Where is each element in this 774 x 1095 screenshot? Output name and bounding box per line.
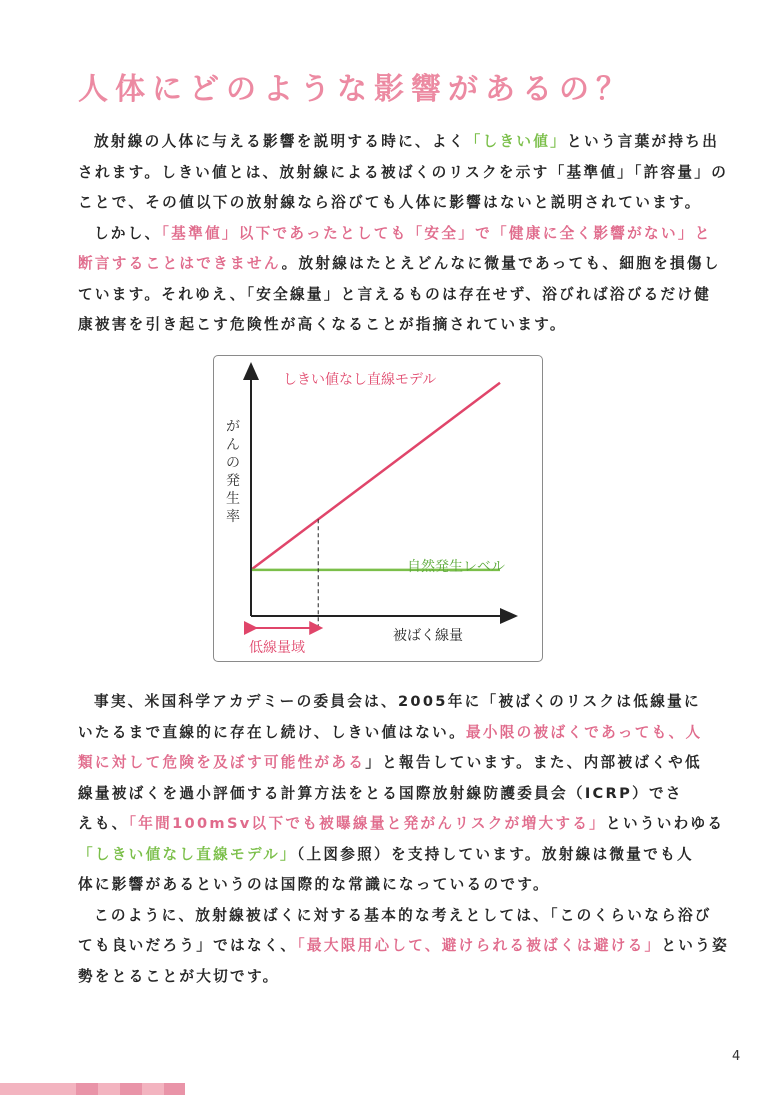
text-line: 勢をとることが大切です。 [78, 967, 280, 985]
footer-bar-segment [142, 1083, 164, 1095]
footer-bar-segment [76, 1083, 98, 1095]
text-span: しかし、 [94, 224, 162, 242]
text-span: （上図参照）を支持しています。放射線は微量でも人 [296, 845, 694, 863]
highlight-text: 「基準値」以下であったとしても「安全」で「健康に全く影響がない」と [161, 224, 712, 242]
highlight-text: 「最大限用心して、避けられる被ばくは避ける」 [297, 937, 662, 954]
text-line: されます。しきい値とは、放射線による被ばくのリスクを示す「基準値」「許容量」の [78, 163, 729, 181]
x-axis-label: 被ばく線量 [393, 628, 463, 644]
text-line: 体に影響があるというのは国際的な常識になっているのです。 [78, 876, 550, 893]
paragraph-findings [78, 687, 729, 992]
text-line [78, 809, 725, 840]
low-dose-label: 低線量域 [249, 640, 305, 656]
text-line: 線量被ばくを過小評価する計算方法をとる国際放射線防護委員会（ICRP）でさ [78, 784, 683, 802]
page-title: 人体にどのような影響があるの？ [78, 72, 633, 107]
highlight-text: 最小限の被ばくであっても、人 [465, 723, 703, 741]
text-line [78, 748, 718, 779]
lnt-series-line [251, 383, 500, 570]
y-axis-char: 率 [226, 509, 240, 525]
text-line: ことで、その値以下の放射線なら浴びても人体に影響はないと説明されています。 [78, 194, 702, 211]
text-span: 」と報告しています。また、内部被ばくや低 [365, 754, 702, 771]
text-line [78, 931, 729, 962]
footer-bar-segment [120, 1083, 142, 1095]
highlight-threshold: 「しきい値」 [465, 133, 568, 150]
highlight-text: 「年間100mSv以下でも被曝線量と発がんリスクが増大する」 [128, 815, 607, 832]
lnt-model-label: しきい値なし直線モデル [283, 372, 437, 388]
text-line: 康被害を引き起こす危険性が高くなることが指摘されています。 [78, 316, 567, 333]
highlight-text: 類に対して危険を及ぼす可能性がある [78, 754, 366, 771]
footer-bar-segment [164, 1083, 185, 1095]
text-span: ても良いだろう」ではなく、 [78, 937, 298, 954]
text-line: 事実、米国科学アカデミーの委員会は、2005年に「被ばくのリスクは低線量に [94, 693, 701, 710]
natural-level-label: 自然発生レベル [407, 559, 505, 575]
y-axis-char: 発 [226, 473, 240, 489]
text-span: といういわゆる [606, 815, 725, 832]
text-span: という姿 [661, 937, 729, 954]
chart-marks [251, 383, 500, 628]
footer-bar-segment [98, 1083, 120, 1095]
text-line [78, 840, 718, 871]
highlight-lnt: 「しきい値なし直線モデル」 [78, 845, 297, 863]
text-span: えも、 [78, 815, 129, 832]
y-axis-label [224, 418, 242, 526]
text-span: という言葉が持ち出 [567, 133, 720, 150]
text-span: 。放射線はたとえどんなに微量であっても、細胞を損傷し [281, 255, 721, 272]
text-span: いたるまで直線的に存在し続け、しきい値はない。 [78, 723, 466, 741]
text-line: このように、放射線被ばくに対する基本的な考えとしては、「このくらいなら浴び [94, 906, 712, 924]
highlight-text: 断言することはできません [78, 255, 282, 272]
y-axis-char: の [226, 455, 240, 471]
y-axis-char: ん [226, 437, 240, 453]
y-axis-char: が [226, 419, 240, 435]
page-number: 4 [732, 1049, 741, 1064]
footer-bar-segment [0, 1083, 76, 1095]
text-line [78, 718, 718, 749]
text-line: ています。それゆえ、「安全線量」と言えるものは存在せず、浴びれば浴びるだけ健 [78, 285, 712, 303]
y-axis-char: 生 [226, 491, 240, 507]
text-span: 放射線の人体に与える影響を説明する時に、よく [94, 133, 466, 150]
